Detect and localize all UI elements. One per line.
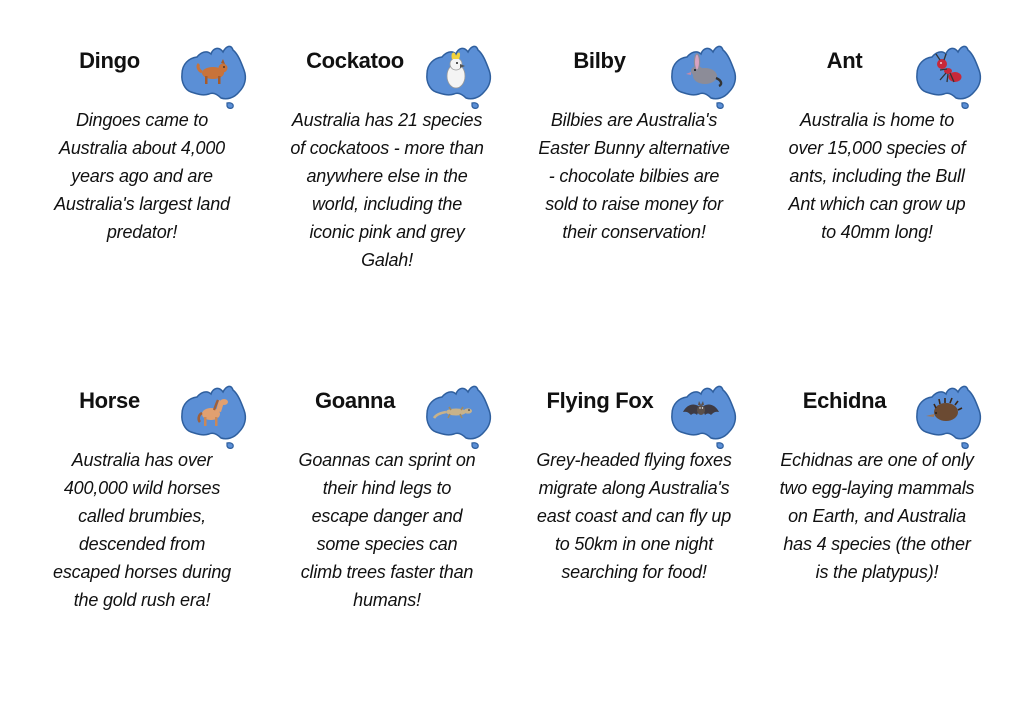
card-title: Bilby bbox=[573, 48, 626, 73]
goanna-icon bbox=[422, 382, 494, 450]
card-title: Cockatoo bbox=[306, 48, 404, 73]
card-title: Flying Fox bbox=[546, 388, 654, 413]
card-fact-text: Australia has 21 species of cockatoos - more than anywhere else in the world, including the iconic pink and grey Galah! bbox=[290, 110, 484, 270]
horse-icon bbox=[177, 382, 249, 450]
fact-card-flying-fox bbox=[512, 374, 757, 694]
card-fact-text: Bilbies are Australia's Easter Bunny alternative - chocolate bilbies are sold to raise money for their conservation! bbox=[538, 110, 730, 242]
card-title: Goanna bbox=[314, 388, 396, 413]
ant-icon bbox=[912, 42, 984, 110]
bilby-icon bbox=[667, 42, 739, 110]
fact-card-goanna bbox=[267, 374, 512, 694]
flying-fox-icon bbox=[667, 382, 739, 450]
fact-card-ant bbox=[757, 34, 1002, 374]
cockatoo-icon bbox=[422, 42, 494, 110]
fact-card-horse bbox=[22, 374, 267, 694]
fact-card-dingo bbox=[22, 34, 267, 374]
card-fact-text: Grey-headed flying foxes migrate along Australia's east coast and can fly up to 50km in one night searching for food! bbox=[536, 450, 732, 582]
card-title: Echidna bbox=[802, 388, 887, 413]
card-fact-text: Australia is home to over 15,000 species of ants, including the Bull Ant which can grow up to 40mm long! bbox=[788, 110, 966, 242]
fact-card-cockatoo bbox=[267, 34, 512, 374]
card-title: Dingo bbox=[79, 48, 140, 73]
fact-card-grid bbox=[22, 34, 1002, 694]
card-title: Horse bbox=[79, 388, 140, 413]
echidna-icon bbox=[912, 382, 984, 450]
card-fact-text: Australia has over 400,000 wild horses called brumbies, descended from escaped horses during the gold rush era! bbox=[53, 450, 231, 610]
fact-card-echidna bbox=[757, 374, 1002, 694]
card-title: Ant bbox=[826, 48, 863, 73]
dingo-icon bbox=[177, 42, 249, 110]
card-fact-text: Goannas can sprint on their hind legs to escape danger and some species can climb trees faster than humans! bbox=[298, 450, 476, 610]
card-fact-text: Dingoes came to Australia about 4,000 years ago and are Australia's largest land predator! bbox=[54, 110, 230, 242]
fact-card-bilby bbox=[512, 34, 757, 374]
card-fact-text: Echidnas are one of only two egg-laying mammals on Earth, and Australia has 4 species (the other is the platypus)! bbox=[779, 450, 975, 582]
